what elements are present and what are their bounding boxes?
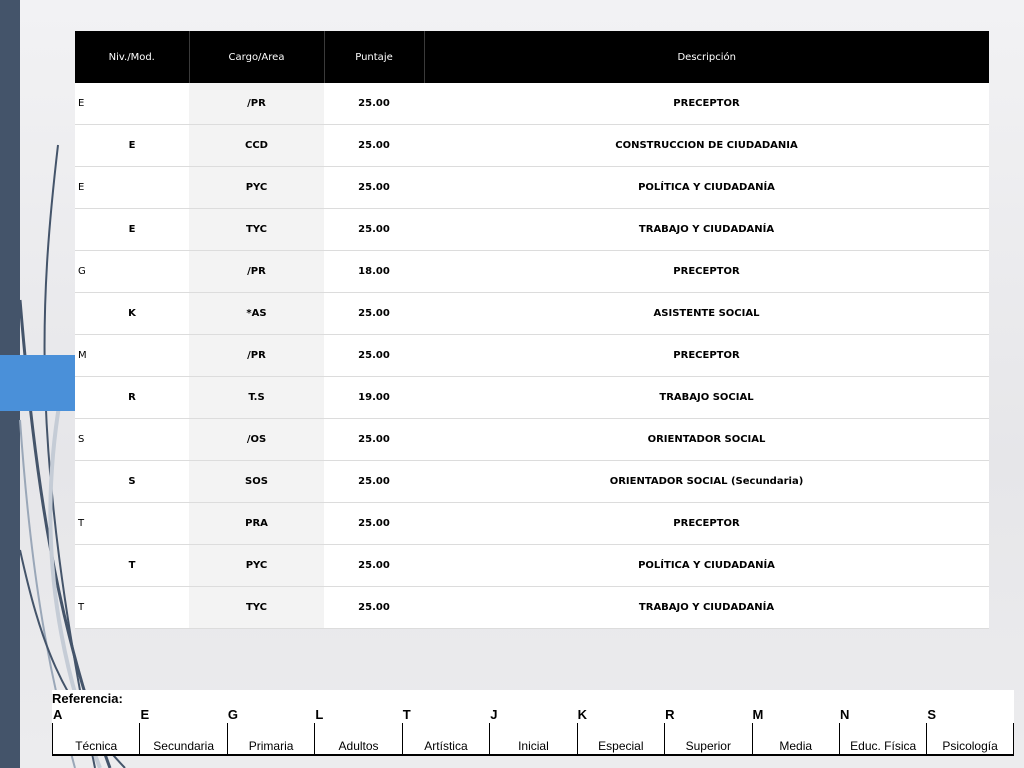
header-descripcion: Descripción <box>424 31 989 83</box>
cell-descripcion: PRECEPTOR <box>424 83 989 125</box>
cell-cargo: SOS <box>189 461 324 503</box>
table-row <box>75 251 989 293</box>
cell-puntaje: 25.00 <box>324 461 424 503</box>
ref-label: Secundaria <box>139 723 226 754</box>
cell-descripcion: CONSTRUCCION DE CIUDADANIA <box>424 125 989 167</box>
cell-descripcion: ASISTENTE SOCIAL <box>424 293 989 335</box>
cell-niv: M <box>75 335 189 377</box>
cell-puntaje: 25.00 <box>324 209 424 251</box>
cell-puntaje: 25.00 <box>324 335 424 377</box>
table-row <box>75 587 989 629</box>
cell-puntaje: 25.00 <box>324 83 424 125</box>
ref-letter: M <box>752 707 764 722</box>
cell-cargo: CCD <box>189 125 324 167</box>
cell-descripcion: TRABAJO Y CIUDADANÍA <box>424 587 989 629</box>
cell-cargo: PYC <box>189 545 324 587</box>
ref-label: Educ. Física <box>839 723 926 754</box>
cell-niv: T <box>75 545 189 587</box>
table-row <box>75 125 989 167</box>
cell-descripcion: TRABAJO SOCIAL <box>424 377 989 419</box>
table-row <box>75 335 989 377</box>
ref-letter: G <box>227 707 238 722</box>
ref-letter: T <box>402 707 411 722</box>
ref-letter: R <box>665 707 675 722</box>
cell-niv: E <box>75 83 189 125</box>
cell-descripcion: ORIENTADOR SOCIAL (Secundaria) <box>424 461 989 503</box>
cell-niv: G <box>75 251 189 293</box>
table-row <box>75 419 989 461</box>
cell-puntaje: 25.00 <box>324 293 424 335</box>
cell-cargo: PYC <box>189 167 324 209</box>
cell-puntaje: 25.00 <box>324 419 424 461</box>
table-row <box>75 293 989 335</box>
table-row <box>75 83 989 125</box>
header-cargo: Cargo/Area <box>189 31 324 83</box>
ref-label: Inicial <box>489 723 576 754</box>
cell-puntaje: 18.00 <box>324 251 424 293</box>
ref-letter: N <box>839 707 850 722</box>
table-row <box>75 545 989 587</box>
header-puntaje: Puntaje <box>324 31 424 83</box>
cell-cargo: /PR <box>189 251 324 293</box>
cell-puntaje: 25.00 <box>324 545 424 587</box>
cell-descripcion: TRABAJO Y CIUDADANÍA <box>424 209 989 251</box>
ref-label: Artística <box>402 723 489 754</box>
cell-cargo: TYC <box>189 209 324 251</box>
cell-descripcion: ORIENTADOR SOCIAL <box>424 419 989 461</box>
cell-cargo: PRA <box>189 503 324 545</box>
table-row <box>75 209 989 251</box>
ref-letter: J <box>490 707 498 722</box>
cell-descripcion: PRECEPTOR <box>424 251 989 293</box>
referencia-legend <box>52 690 1014 756</box>
referencia-title: Referencia: <box>52 691 123 706</box>
cell-niv: E <box>75 209 189 251</box>
ref-letter: L <box>315 707 324 722</box>
cell-puntaje: 25.00 <box>324 503 424 545</box>
header-niv: Niv./Mod. <box>75 31 189 83</box>
cargos-table <box>75 31 989 629</box>
cell-niv: T <box>75 503 189 545</box>
ref-label: Primaria <box>227 723 314 754</box>
cell-puntaje: 25.00 <box>324 125 424 167</box>
cell-puntaje: 25.00 <box>324 587 424 629</box>
table-row <box>75 167 989 209</box>
cell-cargo: T.S <box>189 377 324 419</box>
ref-label: Psicología <box>926 723 1013 754</box>
ref-letter: A <box>53 707 63 722</box>
cell-descripcion: PRECEPTOR <box>424 335 989 377</box>
cell-puntaje: 19.00 <box>324 377 424 419</box>
cell-niv: R <box>75 377 189 419</box>
ref-letter: E <box>140 707 150 722</box>
cell-descripcion: POLÍTICA Y CIUDADANÍA <box>424 167 989 209</box>
cell-descripcion: PRECEPTOR <box>424 503 989 545</box>
cell-niv: T <box>75 587 189 629</box>
table-row <box>75 461 989 503</box>
ref-label: Adultos <box>314 723 401 754</box>
cell-descripcion: POLÍTICA Y CIUDADANÍA <box>424 545 989 587</box>
ref-label: Superior <box>664 723 751 754</box>
table-header-row <box>75 31 989 83</box>
cell-niv: E <box>75 125 189 167</box>
table-row <box>75 377 989 419</box>
referencia-letters <box>52 707 1014 722</box>
ref-label: Técnica <box>52 723 139 754</box>
cell-cargo: /PR <box>189 83 324 125</box>
cell-niv: S <box>75 461 189 503</box>
cell-niv: E <box>75 167 189 209</box>
cell-cargo: /OS <box>189 419 324 461</box>
ref-letter: S <box>927 707 937 722</box>
cell-niv: S <box>75 419 189 461</box>
slide-side-accent <box>0 355 75 411</box>
cell-cargo: *AS <box>189 293 324 335</box>
cell-cargo: TYC <box>189 587 324 629</box>
cell-niv: K <box>75 293 189 335</box>
table-row <box>75 503 989 545</box>
ref-label: Media <box>752 723 839 754</box>
referencia-labels <box>52 723 1014 756</box>
cell-cargo: /PR <box>189 335 324 377</box>
cell-puntaje: 25.00 <box>324 167 424 209</box>
ref-letter: K <box>577 707 588 722</box>
ref-label: Especial <box>577 723 664 754</box>
